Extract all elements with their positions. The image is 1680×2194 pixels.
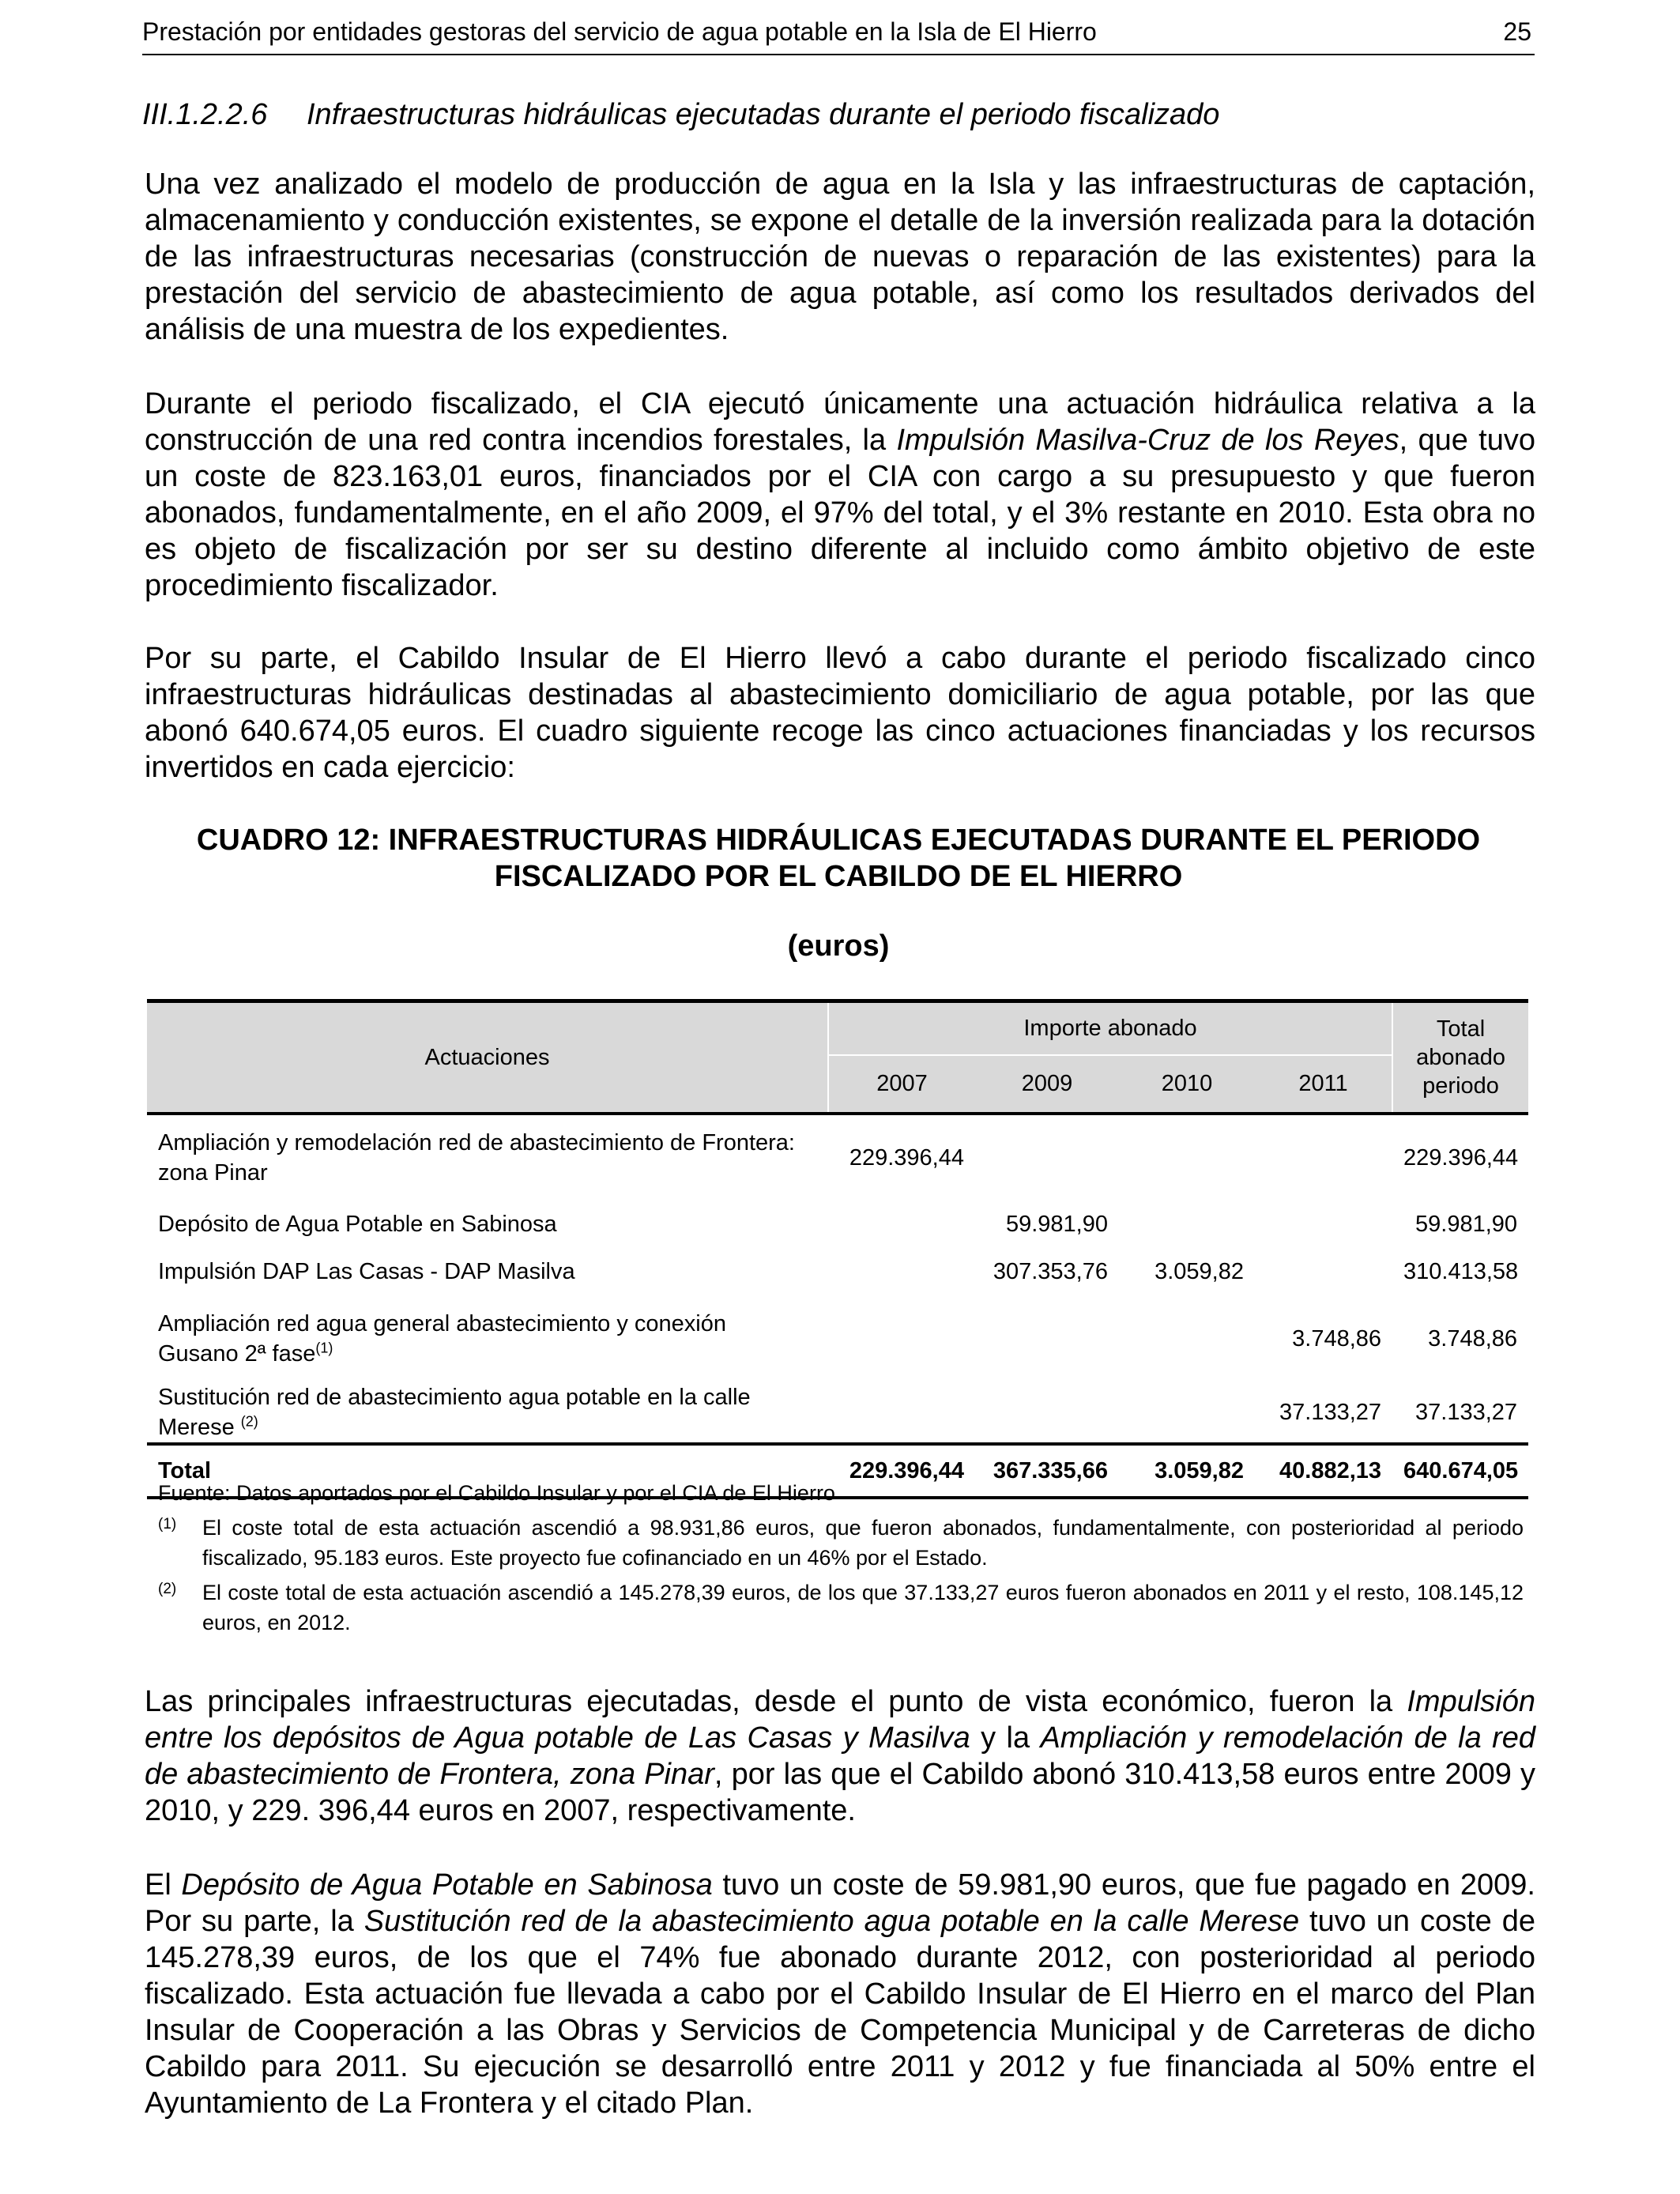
table-notes [158,1478,1524,1638]
cell-2007 [828,1201,975,1248]
cell-2009 [975,1114,1119,1201]
table-row [147,1114,1528,1201]
cell-2011 [1255,1248,1392,1295]
cell-2009 [975,1382,1119,1444]
table-row [147,1201,1528,1248]
col-header-total: Total abonado periodo [1392,1001,1528,1114]
paragraph-2: Durante el periodo fiscalizado, el CIA ejecutó únicamente una actuación hidráulica relativa a la construcción de una red contra incendios forestales, la Impulsión Masilva-Cruz de los Reyes, que tuvo un coste de 823.163,01 euros, financiados por el CIA con cargo a su presupuesto y que fueron abonados, fundamentalmente, en el año 2009, el 97% del total, y el 3% restante en 2010. Esta obra no es objeto de fiscalización por ser su destino diferente al incluido como ámbito objetivo de este procedimiento fiscalizador. [145,387,1535,602]
footnote-mark: (2) [158,1581,177,1597]
italic-term: Ampliación y remodelación de la red de abastecimiento de Frontera, zona Pinar [145,1721,1535,1791]
section-number: III.1.2.2.6 [142,98,268,131]
row-label: Impulsión DAP Las Casas - DAP Masilva [158,1259,575,1284]
running-header [142,14,1535,55]
table-caption-line-2: FISCALIZADO POR EL CABILDO DE EL HIERRO [494,860,1183,893]
total-label: Total [147,1444,828,1498]
investment-table [147,999,1528,1499]
footnote [158,1513,1524,1573]
cell-total: 229.396,44 [1403,1144,1519,1171]
section-heading [142,98,1219,132]
italic-term: Impulsión Masilva-Cruz de los Reyes [896,424,1399,457]
total-total: 640.674,05 [1392,1444,1528,1498]
paragraph-5: El Depósito de Agua Potable en Sabinosa tuvo un coste de 59.981,90 euros, que fue pagado en 2009. Por su parte, la Sustitución red de la abastecimiento agua potable en la calle Merese tuvo un coste de 145.278,39 euros, de los que el 74% fue abonado durante 2012, con posterioridad al periodo fiscalizado. Esta actuación fue llevada a cabo por el Cabildo Insular de El Hierro en el marco del Plan Insular de Cooperación a las Obras y Servicios de Competencia Municipal y de Carreteras de dicho Cabildo para 2011. Su ejecución se desarrolló entre 2011 y 2012 y fue financiada al 50% entre el Ayuntamiento de La Frontera y el citado Plan. [145,1868,1535,2120]
cell-2007 [828,1382,975,1444]
cell-2010 [1119,1295,1255,1382]
total-2009: 367.335,66 [975,1444,1119,1498]
table-unit: (euros) [787,929,890,963]
table-row [147,1248,1528,1295]
total-2010: 3.059,82 [1119,1444,1255,1498]
footnote [158,1578,1524,1638]
cell-2009 [975,1295,1119,1382]
table-caption: CUADRO 12: INFRAESTRUCTURAS HIDRÁULICAS EJECUTADAS DURANTE EL PERIODO [196,824,1481,857]
table-source: Fuente: Datos aportados por el Cabildo Insular y por el CIA de El Hierro [158,1481,835,1505]
col-header-2011: 2011 [1255,1055,1392,1114]
col-header-actuaciones: Actuaciones [147,1001,828,1114]
col-header-2009: 2009 [975,1055,1119,1114]
footnote-ref: (2) [240,1413,258,1430]
cell-2011: 3.748,86 [1292,1325,1382,1351]
footnote-ref: (1) [315,1340,333,1356]
paragraph-3: Por su parte, el Cabildo Insular de El Hierro llevó a cabo durante el periodo fiscalizado cinco infraestructuras hidráulicas destinadas al abastecimiento domiciliario de agua potable, por las que abonó 640.674,05 euros. El cuadro siguiente recoge las cinco actuaciones financiadas y los recursos invertidos en cada ejercicio: [145,642,1535,784]
page-number: 25 [1503,17,1531,46]
cell-2010 [1119,1114,1255,1201]
cell-total: 310.413,58 [1403,1258,1519,1284]
cell-2007 [828,1295,975,1382]
cell-total: 3.748,86 [1428,1325,1518,1351]
cell-2011 [1255,1114,1392,1201]
cell-2009: 307.353,76 [993,1258,1108,1284]
row-label: Depósito de Agua Potable en Sabinosa [158,1212,557,1237]
footnote-mark: (1) [158,1516,177,1532]
cell-total: 37.133,27 [1415,1399,1518,1425]
cell-total: 59.981,90 [1415,1211,1518,1237]
row-label: Ampliación y remodelación red de abastecimiento de Frontera: zona Pinar [158,1130,795,1186]
cell-2010 [1119,1201,1255,1248]
header-title: Prestación por entidades gestoras del servicio de agua potable en la Isla de El Hierro [142,17,1097,46]
total-2007: 229.396,44 [828,1444,975,1498]
cell-2007 [828,1248,975,1295]
col-header-importe: Importe abonado [828,1001,1392,1055]
total-2011: 40.882,13 [1255,1444,1392,1498]
italic-term: Impulsión entre los depósitos de Agua potable de Las Casas y Masilva [145,1685,1535,1755]
table-row [147,1382,1528,1444]
row-label: Sustitución red de abastecimiento agua potable en la calle Merese $^{(2)}$ [158,1385,751,1440]
cell-2011: 37.133,27 [1279,1399,1382,1425]
italic-term: Sustitución red de la abastecimiento agua potable en la calle Merese [363,1905,1300,1938]
cell-2011 [1255,1201,1392,1248]
col-header-2007: 2007 [828,1055,975,1114]
paragraph-4: Las principales infraestructuras ejecutadas, desde el punto de vista económico, fueron la Impulsión entre los depósitos de Agua potable de Las Casas y Masilva y la Ampliación y remodelación de la red de abastecimiento de Frontera, zona Pinar, por las que el Cabildo abonó 310.413,58 euros entre 2009 y 2010, y 229. 396,44 euros en 2007, respectivamente. [145,1685,1535,1827]
cell-2010: 3.059,82 [1155,1258,1244,1284]
table-row [147,1295,1528,1382]
col-header-2010: 2010 [1119,1055,1255,1114]
cell-2009: 59.981,90 [1005,1211,1108,1237]
cell-2010 [1119,1382,1255,1444]
footnote-text: El coste total de esta actuación ascendió a 145.278,39 euros, de los que 37.133,27 euros fueron abonados en 2011 y el resto, 108.145,12 euros, en 2012. [202,1581,1524,1634]
paragraph-1: Una vez analizado el modelo de producción de agua en la Isla y las infraestructuras de captación, almacenamiento y conducción existentes, se expone el detalle de la inversión realizada para la dotación de las infraestructuras necesarias (construcción de nuevas o reparación de las existentes) para la prestación del servicio de abastecimiento de agua potable, así como los resultados derivados del análisis de una muestra de los expedientes. [145,168,1535,346]
section-title: Infraestructuras hidráulicas ejecutadas durante el periodo fiscalizado [307,98,1220,131]
cell-2007: 229.396,44 [849,1144,964,1171]
row-label: Ampliación red agua general abastecimiento y conexión Gusano 2ª fase$^{(1)}$ [158,1311,726,1367]
italic-term: Depósito de Agua Potable en Sabinosa [181,1868,713,1902]
footnote-text: El coste total de esta actuación ascendió a 98.931,86 euros, que fueron abonados, fundamentalmente, con posterioridad al periodo fiscalizado, 95.183 euros. Este proyecto fue cofinanciado en un 46% por el Estado. [202,1516,1524,1570]
